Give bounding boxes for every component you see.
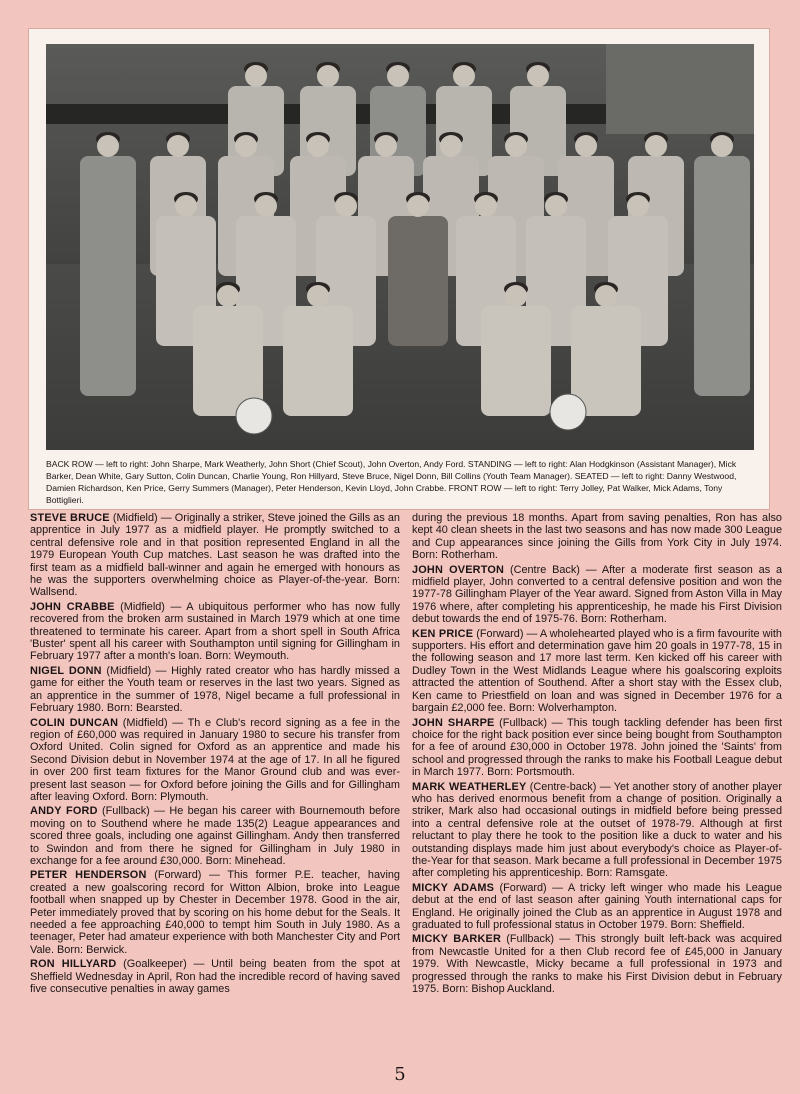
player-bio [30, 512, 400, 599]
player-name: JOHN CRABBE [30, 600, 115, 613]
player-bio [412, 781, 782, 880]
right-column [412, 512, 782, 1060]
player-bio [412, 882, 782, 932]
player-bio [30, 869, 400, 956]
player-bio [30, 665, 400, 715]
player-bio [30, 805, 400, 867]
player-bio [30, 717, 400, 804]
player-bio-text: (Fullback) — This strongly built left-back was acquired from Newcastle United for a then Club record fee of £45,000 in January 1979. With Newcastle, Micky became a full professional in 1973 and progressed through the ranks to make his First Division debut in February 1975. Born: Bishop Auckland. [412, 933, 782, 996]
player-name: NIGEL DONN [30, 664, 102, 677]
player-name: KEN PRICE [412, 627, 474, 640]
team-photo [46, 44, 754, 450]
player-bio-text: (Goalkeeper) — Until being beaten from the spot at Sheffield Wednesday in April, Ron had the incredible record of having saved five consecutive penalties in away games [30, 958, 401, 996]
player-bio-text: (Forward) — A tricky left winger who made his League debut at the end of last season after gaining Youth international caps for England. He originally joined the Club as an apprentice in August 1978 and graduated to full professional status in October 1979. Born: Sheffield. [412, 881, 783, 931]
player-bio-text: (Centre Back) — After a moderate first season as a midfield player, John converted to a central defensive position and won the 1977-78 Gillingham Player of the Year award. Signed from Aston Villa in May 1976 where, after completing his apprenticeship, he made his First Division debut towards the end of 1975-76. Born: Rotherham. [412, 563, 783, 626]
player-bio [30, 601, 400, 663]
player-bio-text: (Fullback) — He began his career with Bournemouth before moving on to Southend where he made 135(2) League appearances and scored three goals, including one against Gillingham. Andy then transferred to Swindon and from there he signed for Gillingham in July 1980 in exchange for a fee around £30,000. Born: Minehead. [30, 805, 400, 867]
player-bio-text: (Centre-back) — Yet another story of another player who has derived enormous benefit from a change of position. Originally a striker, Mark also had occasional outings in midfield before being pressed into a central defensive role at the outset of 1978-79. Although at first reluctant to play there he took to the position like a duck to water and his outstanding displays made him just about everybody's choice as Player-of-the-Year for that season. Mark became a full professional in December 1975 after completing his apprenticeship. Born: Ramsgate. [412, 780, 782, 880]
player-name: STEVE BRUCE [30, 512, 110, 524]
player-name: COLIN DUNCAN [30, 716, 119, 729]
player-bio-text: (Midfield) — Th e Club's record signing as a fee in the region of £60,000 was required in January 1980 to secure his transfer from Oxford United. Colin signed for Oxford as an apprentice and made his Second Division debut in November 1974 at the age of 17. In all he figured in over 200 first team fixtures for the Manor Ground club and was ever-present last season — for Oxford before joining the Gills and for Gillingham after leaving Oxford. Born: Plymouth. [30, 716, 400, 803]
player-bio-text: (Midfield) — Highly rated creator who has hardly missed a game for either the Youth team or reserves in the last two years. Signed as an apprentice in the summer of 1978, Nigel became a full professional in February 1980. Born: Bearsted. [30, 664, 400, 715]
player-name: ANDY FORD [30, 805, 98, 818]
player-bio-text: (Forward) — A wholehearted played who is a firm favourite with supporters. His effort and determination gave him 20 goals in 1977-78, 15 in the following season and 17 more last term. Ken kicked off his career with Dudley Town in the West Midlands League where his goalscoring exploits attracted the attention of Southend. After a short stay with the Essex club, Ken came to Priestfield on loan and was signed in December 1976 for a bargain £2,000 fee. Born: Wolverhampton. [412, 627, 782, 715]
player-name: JOHN SHARPE [412, 716, 495, 729]
player-bio-text: (Fullback) — This tough tackling defender has been first choice for the right back position ever since being bought from Southampton for a fee of around £30,000 in October 1978. John joined the 'Saints' from school and progressed through the ranks to make his Football League debut in March 1977. Born: Portsmouth. [412, 716, 783, 779]
left-column [30, 512, 400, 1060]
player-bio-text: (Midfield) — A ubiquitous performer who has now fully recovered from the broken arm sustained in March 1979 which at one time threatened to terminate his career. Apart from a short spell in South Africa 'Buster' spent all his career with Southampton until signing for Gillingham in February 1977 after a month's loan. Born: Weymouth. [30, 600, 400, 663]
player-name: MICKY ADAMS [412, 881, 495, 894]
team-photo-image [46, 44, 754, 450]
player-name: MARK WEATHERLEY [412, 780, 527, 793]
player-bio [412, 933, 782, 995]
player-bio [412, 628, 782, 715]
player-name: RON HILLYARD [30, 958, 117, 971]
photo-caption: BACK ROW — left to right: John Sharpe, Mark Weatherly, John Short (Chief Scout), John Overton, Andy Ford. STANDING — left to right: Alan Hodgkinson (Assistant Manager), Mick Barker, Dean White, Gary Sutton, Colin Duncan, Charlie Young, Ron Hillyard, Steve Bruce, Nigel Donn, Bill Collins (Youth Team Manager). SEATED — left to right: Danny Westwood, Damien Richardson, Ken Price, Gerry Summers (Manager), Peter Henderson, Kevin Lloyd, John Crabbe. FRONT ROW — left to right: Terry Jolley, Pat Walker, Mick Adams, Tony Bottiglieri. [46, 459, 737, 505]
player-bio [30, 958, 400, 995]
player-bio [412, 564, 782, 626]
player-name: JOHN OVERTON [412, 563, 505, 576]
player-name: PETER HENDERSON [30, 869, 147, 882]
player-bio-text: (Forward) — This former P.E. teacher, having created a new goalscoring record for Witton Albion, broke into League football when snapped up by Chester in December 1978. Good in the air, Peter immediately proved that by scoring on his home debut for the Seals. It needed a fee approaching £40,000 to tempt him South in July 1980. As a teenager, Peter had amateur experience with both Manchester City and Port Vale. Born: Berwick. [30, 869, 400, 956]
biographies [30, 512, 782, 1060]
player-bio-text: during the previous 18 months. Apart from saving penalties, Ron has also kept 40 clean sheets in the last two seasons and has now made 300 League and Cup appearances since joining the Gills from York City in July 1974. Born: Rotherham. [412, 512, 782, 562]
player-bio [412, 717, 782, 779]
player-bio [412, 512, 782, 562]
page-number: 5 [394, 1064, 406, 1085]
player-name: MICKY BARKER [412, 933, 502, 946]
player-bio-text: (Midfield) — Originally a striker, Steve joined the Gills as an apprentice in July 1977 as a midfield player. He promptly switched to a central defensive role and in that position represented England in all the 1979 European Youth Cup matches. Last season he was drafted into the first team as a midfield ball-winner and again he emerged with honours as he was the supporters overwhelming choice as Player-of-the-year. Born: Wallsend. [30, 512, 400, 599]
